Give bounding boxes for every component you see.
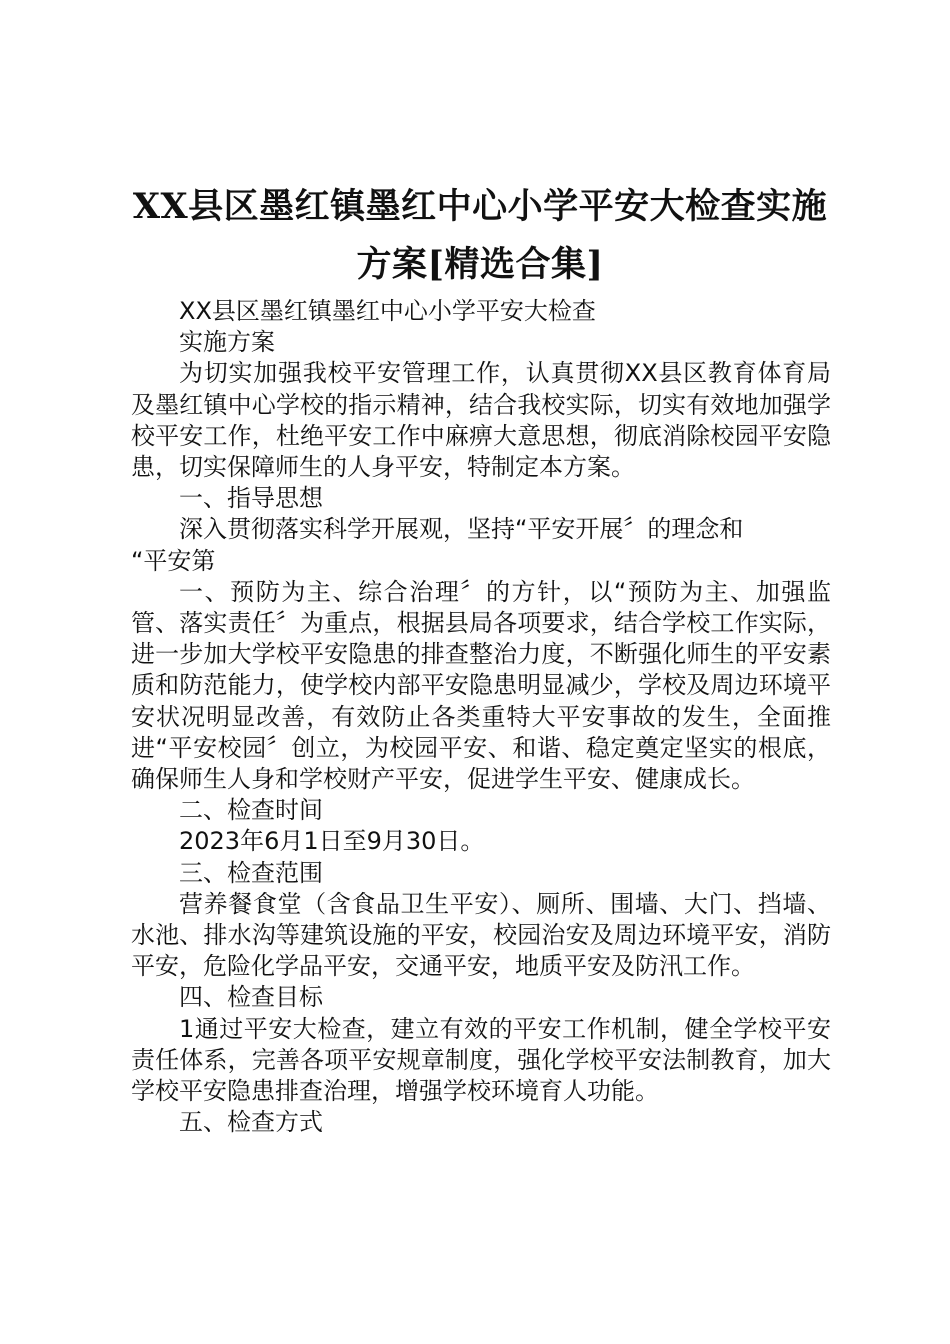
section-heading: 四、检查目标 bbox=[179, 983, 323, 1012]
title-line-1: XX县区墨红镇墨红中心小学平安大检查实施 bbox=[132, 186, 828, 227]
section-heading: 二、检查时间 bbox=[179, 796, 323, 825]
body-paragraph: 一、预防为主、综合治理〞的方针，以“预防为主、加强监管、落实责任〞为重点，根据县局各项要求，结合学校工作实际，进一步加大学校平安隐患的排查整治力度，不断强化师生的平安素质和防范能力，使学校内部平安隐患明显减少，学校及周边环境平安状况明显改善，有效防止各类重特大平安事故的发生，全面推进“平安校园〞创立，为校园平安、和谐、稳定奠定坚实的根底，确保师生人身和学校财产平安，促进学生平安、健康成长。 bbox=[131, 577, 831, 794]
body-paragraph: 实施方案 bbox=[179, 328, 275, 357]
body-paragraph: 2023年6月1日至9月30日。 bbox=[179, 827, 485, 856]
body-paragraph: 营养餐食堂（含食品卫生平安）、厕所、围墙、大门、挡墙、水池、排水沟等建筑设施的平安，校园治安及周边环境平安，消防平安，危险化学品平安，交通平安，地质平安及防汛工作。 bbox=[131, 889, 831, 981]
body-paragraph: 深入贯彻落实科学开展观，坚持“平安开展〞的理念和 bbox=[179, 515, 744, 544]
document-title bbox=[120, 178, 840, 294]
title-line-2: 方案[精选合集] bbox=[356, 244, 604, 285]
body-paragraph: 1通过平安大检查，建立有效的平安工作机制，健全学校平安责任体系，完善各项平安规章制度，强化学校平安法制教育，加大学校平安隐患排查治理，增强学校环境育人功能。 bbox=[131, 1014, 831, 1106]
section-heading: 一、指导思想 bbox=[179, 484, 323, 513]
section-heading: 五、检查方式 bbox=[179, 1108, 323, 1137]
section-heading: 三、检查范围 bbox=[179, 858, 323, 887]
body-paragraph: XX县区墨红镇墨红中心小学平安大检查 bbox=[179, 297, 596, 325]
body-paragraph: “平安第 bbox=[131, 546, 216, 575]
body-paragraph: 为切实加强我校平安管理工作，认真贯彻XX县区教育体育局及墨红镇中心学校的指示精神，结合我校实际，切实有效地加强学校平安工作，杜绝平安工作中麻痹大意思想，彻底消除校园平安隐患，切实保障师生的人身平安，特制定本方案。 bbox=[131, 359, 831, 482]
document-body bbox=[131, 296, 831, 1138]
